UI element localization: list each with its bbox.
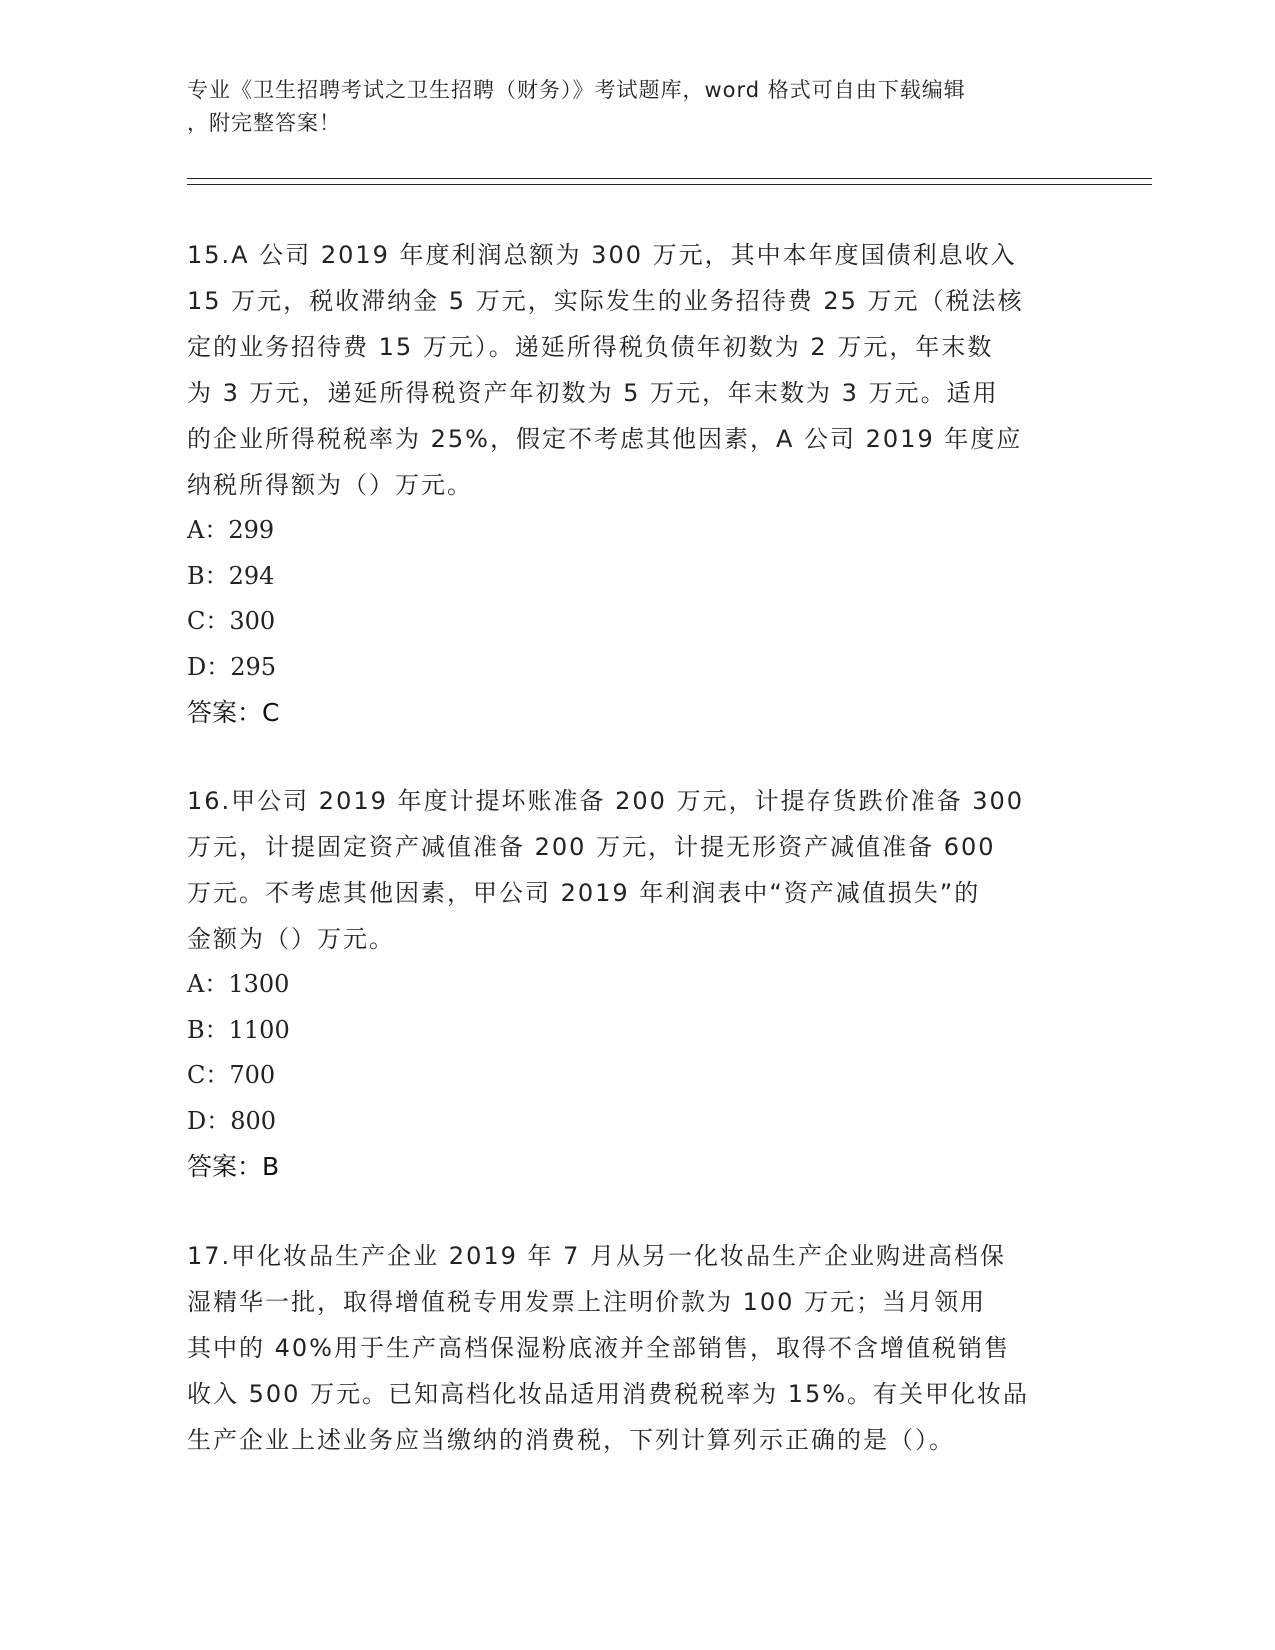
option-key: D：: [187, 1106, 231, 1135]
question-line: 万元。不考虑其他因素，甲公司 2019 年利润表中“资产减值损失”的: [187, 879, 981, 907]
option-key: C：: [187, 607, 230, 635]
option-d: [187, 645, 1087, 691]
question-line: 16.甲公司 2019 年度计提坏账准备 200 万元，计提存货跌价准备 300: [187, 787, 1025, 815]
question-line: 生产企业上述业务应当缴纳的消费税，下列计算列示正确的是（）。: [187, 1426, 955, 1454]
option-key: A：: [187, 516, 229, 544]
question-line: 定的业务招待费 15 万元）。递延所得税负债年初数为 2 万元，年末数: [187, 333, 994, 361]
question-17: [187, 1233, 1087, 1463]
header-line-2: ，附完整答案！: [187, 111, 341, 135]
option-value: 299: [228, 516, 275, 544]
question-15: [187, 232, 1087, 736]
header-divider-top: [187, 178, 1152, 179]
option-value: 294: [228, 561, 275, 590]
question-line: 金额为（）万元。: [187, 925, 395, 953]
question-line: 为 3 万元，递延所得税资产年初数为 5 万元，年末数为 3 万元。适用: [187, 379, 999, 407]
answer: 答案：B: [187, 1152, 280, 1181]
option-key: B：: [187, 561, 229, 590]
option-b: [187, 1008, 1087, 1054]
option-b: [187, 554, 1087, 600]
option-c: [187, 599, 1087, 645]
question-line: 15 万元，税收滞纳金 5 万元，实际发生的业务招待费 25 万元（税法核: [187, 287, 1024, 315]
question-line: 万元，计提固定资产减值准备 200 万元，计提无形资产减值准备 600: [187, 833, 996, 861]
option-d: [187, 1099, 1087, 1145]
question-line: 的企业所得税税率为 25%，假定不考虑其他因素，A 公司 2019 年度应: [187, 425, 1023, 453]
option-value: 1300: [228, 970, 290, 998]
option-key: A：: [187, 970, 229, 998]
question-line: 纳税所得额为（）万元。: [187, 471, 473, 499]
document-header: [187, 74, 1087, 140]
question-line: 收入 500 万元。已知高档化妆品适用消费税税率为 15%。有关甲化妆品: [187, 1380, 1030, 1408]
header-line-1: 专业《卫生招聘考试之卫生招聘（财务）》考试题库，word 格式可自由下载编辑: [187, 78, 966, 102]
header-divider-bottom: [187, 184, 1152, 185]
option-a: [187, 962, 1087, 1008]
question-line: 15.A 公司 2019 年度利润总额为 300 万元，其中本年度国债利息收入: [187, 241, 1017, 269]
option-key: C：: [187, 1061, 230, 1089]
option-key: D：: [187, 652, 231, 681]
question-line: 其中的 40%用于生产高档保湿粉底液并全部销售，取得不含增值税销售: [187, 1334, 1010, 1362]
option-value: 800: [230, 1106, 277, 1135]
option-value: 295: [230, 652, 277, 681]
question-line: 湿精华一批，取得增值税专用发票上注明价款为 100 万元；当月领用: [187, 1288, 987, 1316]
option-a: [187, 508, 1087, 554]
option-value: 300: [229, 607, 276, 635]
option-c: [187, 1053, 1087, 1099]
option-key: B：: [187, 1015, 229, 1044]
option-value: 1100: [228, 1015, 290, 1044]
question-line: 17.甲化妆品生产企业 2019 年 7 月从另一化妆品生产企业购进高档保: [187, 1242, 1007, 1270]
answer: 答案：C: [187, 698, 280, 727]
option-value: 700: [229, 1061, 276, 1089]
question-16: [187, 778, 1087, 1190]
